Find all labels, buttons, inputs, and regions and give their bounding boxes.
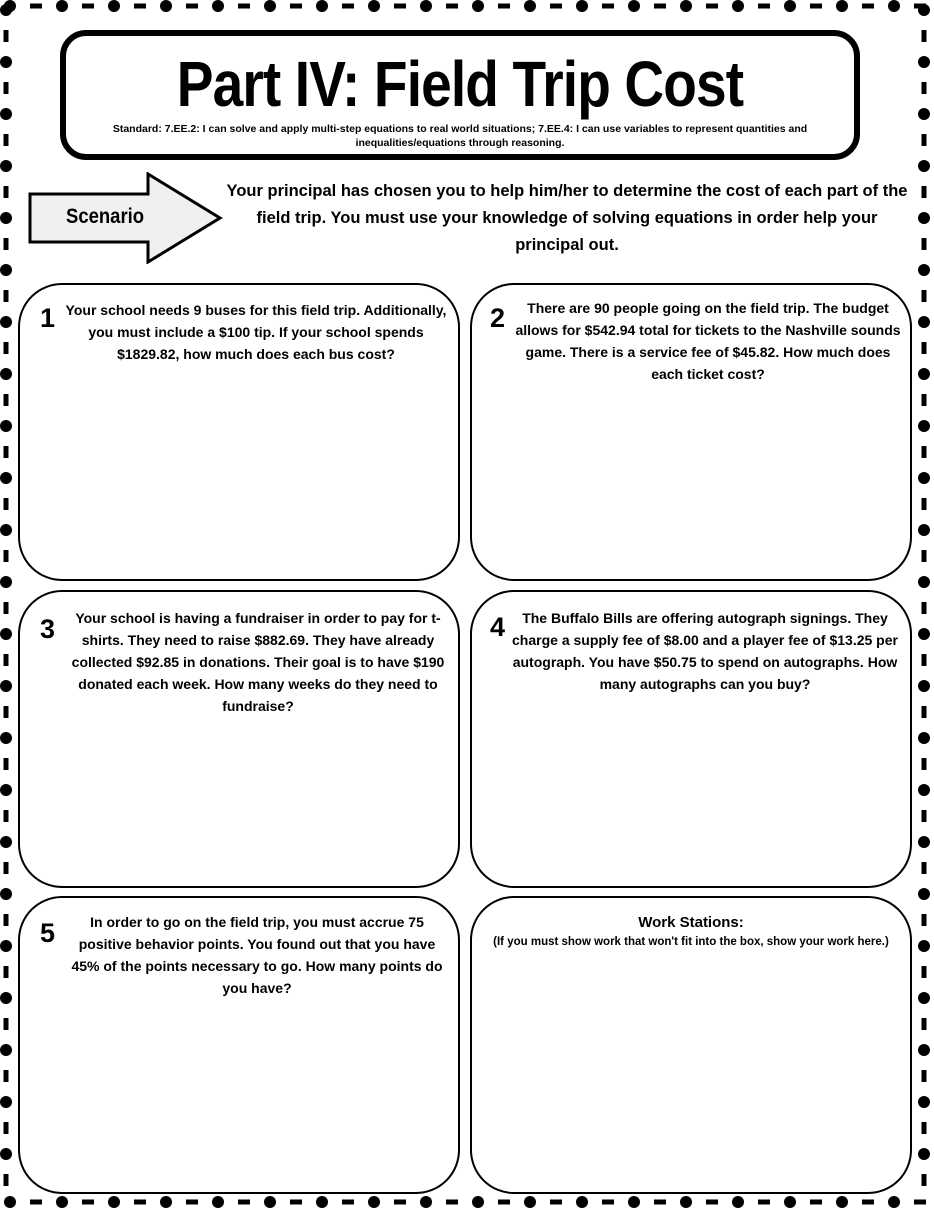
border-dash (922, 290, 927, 302)
problem-number: 5 (40, 918, 56, 948)
border-dash (4, 1122, 9, 1134)
border-dot (0, 108, 12, 120)
border-dot (212, 1196, 224, 1208)
border-dot (0, 680, 12, 692)
border-dash (602, 1200, 614, 1205)
border-dash (4, 290, 9, 302)
standard-text: Standard: 7.EE.2: I can solve and apply multi-step equations to real world situations; 7.EE.4: I can use variables to represent quantities and inequalities/equations through reasoning. (112, 123, 808, 149)
border-dot (0, 576, 12, 588)
border-dash (4, 342, 9, 354)
border-dot (918, 4, 930, 16)
border-dash (922, 394, 927, 406)
problem-text: There are 90 people going on the field trip. The budget allows for $542.94 total for tickets to the Nashville sounds game. There is a service fee of $45.82. How much does each ticket cost? (515, 300, 901, 382)
border-dash (30, 4, 42, 9)
problem-number: 4 (490, 612, 506, 642)
border-dash (922, 758, 927, 770)
border-dot (0, 732, 12, 744)
border-dot (0, 524, 12, 536)
work-stations-title: Work Stations: (638, 914, 744, 931)
border-dot (888, 0, 900, 12)
border-dash (810, 4, 822, 9)
border-dot (918, 368, 930, 380)
border-dot (888, 1196, 900, 1208)
border-dash (394, 4, 406, 9)
border-dot (784, 0, 796, 12)
border-dot (628, 1196, 640, 1208)
border-dash (186, 1200, 198, 1205)
problem-text: In order to go on the field trip, you must accrue 75 positive behavior points. You found out that you have 45% of the points necessary to go. How many points do you have? (71, 914, 443, 996)
border-dash (4, 134, 9, 146)
border-dot (918, 1096, 930, 1108)
border-dot (160, 0, 172, 12)
border-dot (918, 56, 930, 68)
border-dash (922, 1018, 927, 1030)
border-dot (0, 628, 12, 640)
border-dash (4, 810, 9, 822)
border-dash (4, 654, 9, 666)
border-dash (4, 1070, 9, 1082)
border-dot (0, 368, 12, 380)
border-dot (108, 1196, 120, 1208)
border-dash (82, 1200, 94, 1205)
border-dash (922, 810, 927, 822)
border-dash (862, 4, 874, 9)
problem-text: The Buffalo Bills are offering autograph signings. They charge a supply fee of $8.00 and a player fee of $13.25 per autograph. You have $50.75 to spend on autographs. How many autographs can you buy? (512, 610, 898, 692)
border-dash (134, 4, 146, 9)
border-dot (918, 836, 930, 848)
border-dash (30, 1200, 42, 1205)
border-dash (4, 914, 9, 926)
border-dash (4, 238, 9, 250)
border-dot (0, 56, 12, 68)
border-dot (918, 992, 930, 1004)
border-dot (680, 0, 692, 12)
border-dash (238, 1200, 250, 1205)
border-dash (238, 4, 250, 9)
problem-text: Your school is having a fundraiser in order to pay for t-shirts. They need to raise $882.69. They have already collected $92.85 in donations. Their goal is to have $190 donated each week. How many weeks do they need to fundraise? (71, 610, 445, 714)
border-dash (342, 1200, 354, 1205)
border-dot (680, 1196, 692, 1208)
border-dash (498, 4, 510, 9)
border-dot (918, 1148, 930, 1160)
border-dot (918, 524, 930, 536)
border-dot (316, 1196, 328, 1208)
border-dot (918, 264, 930, 276)
border-dash (4, 498, 9, 510)
border-dot (524, 0, 536, 12)
scenario-emphasis: you (436, 182, 466, 200)
border-dash (4, 1018, 9, 1030)
border-dash (4, 706, 9, 718)
border-dot (0, 212, 12, 224)
border-dot (918, 472, 930, 484)
border-dash (706, 4, 718, 9)
border-dash (922, 1174, 927, 1186)
border-dash (550, 4, 562, 9)
border-dot (836, 1196, 848, 1208)
border-dot (0, 316, 12, 328)
border-dash (4, 966, 9, 978)
border-dash (922, 134, 927, 146)
scenario-text (222, 178, 912, 259)
border-dot (108, 0, 120, 12)
border-dot (0, 472, 12, 484)
border-dash (498, 1200, 510, 1205)
border-dot (576, 1196, 588, 1208)
border-dash (446, 1200, 458, 1205)
scenario-text-part: Your principal has chosen (226, 182, 437, 200)
border-dot (918, 1044, 930, 1056)
border-dot (524, 1196, 536, 1208)
border-dash (922, 914, 927, 926)
border-dash (4, 186, 9, 198)
page-title: Part IV: Field Trip Cost (176, 48, 744, 120)
border-dash (922, 342, 927, 354)
border-dash (922, 654, 927, 666)
border-dash (4, 30, 9, 42)
border-dash (82, 4, 94, 9)
border-dash (342, 4, 354, 9)
problem-box-1[interactable] (18, 283, 460, 581)
problem-question: how much does each bus cost? (183, 346, 395, 362)
border-dot (264, 0, 276, 12)
problem-number: 3 (40, 614, 56, 644)
border-dot (918, 420, 930, 432)
border-dash (922, 82, 927, 94)
border-dot (918, 576, 930, 588)
border-dot (420, 0, 432, 12)
border-dash (4, 1174, 9, 1186)
border-dash (602, 4, 614, 9)
border-dot (56, 1196, 68, 1208)
border-dot (368, 1196, 380, 1208)
border-dot (918, 888, 930, 900)
border-dash (922, 706, 927, 718)
border-dash (4, 82, 9, 94)
border-dash (810, 1200, 822, 1205)
border-dash (654, 1200, 666, 1205)
problem-box-4[interactable] (470, 590, 912, 888)
border-dash (922, 1122, 927, 1134)
border-dash (290, 1200, 302, 1205)
border-dot (316, 0, 328, 12)
problem-box-2[interactable] (470, 283, 912, 581)
border-dash (706, 1200, 718, 1205)
border-dash (914, 1200, 926, 1205)
border-dot (0, 888, 12, 900)
border-dot (472, 0, 484, 12)
border-dash (4, 758, 9, 770)
border-dash (4, 862, 9, 874)
work-stations-box[interactable] (470, 896, 912, 1194)
border-dot (0, 160, 12, 172)
border-dash (394, 1200, 406, 1205)
border-dash (862, 1200, 874, 1205)
border-dot (0, 784, 12, 796)
border-dot (0, 836, 12, 848)
border-dash (290, 4, 302, 9)
border-dash (922, 446, 927, 458)
border-dot (732, 0, 744, 12)
border-dot (4, 1196, 16, 1208)
border-dot (0, 264, 12, 276)
border-dot (0, 4, 12, 16)
border-dash (922, 186, 927, 198)
border-dash (446, 4, 458, 9)
border-dash (922, 30, 927, 42)
border-dot (0, 992, 12, 1004)
border-dash (922, 550, 927, 562)
border-dash (186, 4, 198, 9)
border-dot (368, 0, 380, 12)
border-dot (0, 420, 12, 432)
scenario-label: Scenario (66, 205, 145, 228)
border-dot (0, 1096, 12, 1108)
border-dot (160, 1196, 172, 1208)
border-dot (420, 1196, 432, 1208)
border-dash (922, 966, 927, 978)
border-dash (922, 862, 927, 874)
problem-box-5[interactable] (18, 896, 460, 1194)
border-dot (576, 0, 588, 12)
problem-box-3[interactable] (18, 590, 460, 888)
border-dash (134, 1200, 146, 1205)
border-dot (918, 940, 930, 952)
border-dash (758, 4, 770, 9)
border-dot (836, 0, 848, 12)
problem-number: 1 (40, 303, 56, 333)
border-dot (212, 0, 224, 12)
border-dot (56, 0, 68, 12)
border-dot (628, 0, 640, 12)
border-dash (922, 498, 927, 510)
border-dash (4, 550, 9, 562)
border-dot (918, 628, 930, 640)
border-dash (654, 4, 666, 9)
border-dot (784, 1196, 796, 1208)
work-stations-note: (If you must show work that won't fit into the box, show your work here.) (493, 936, 889, 948)
border-dash (4, 602, 9, 614)
border-dot (0, 1044, 12, 1056)
border-dot (918, 160, 930, 172)
problem-text (58, 299, 454, 365)
border-dash (922, 602, 927, 614)
border-dash (758, 1200, 770, 1205)
problem-text-part: Your school needs 9 buses for this field trip. Additionally, you must include a $100 tip. If your school spends $1829.82, (65, 302, 447, 362)
border-dot (732, 1196, 744, 1208)
scenario-text-part: to help him/her to determine the cost of each part of the field trip. You must use your knowledge of solving equations in order help your principal out. (256, 182, 908, 254)
border-dot (918, 212, 930, 224)
border-dot (0, 1148, 12, 1160)
border-dot (918, 108, 930, 120)
title-box (60, 30, 860, 160)
problem-number: 2 (490, 303, 506, 333)
border-dot (0, 940, 12, 952)
border-dash (922, 1070, 927, 1082)
border-dot (918, 784, 930, 796)
border-dot (264, 1196, 276, 1208)
border-dot (918, 316, 930, 328)
border-dash (4, 446, 9, 458)
border-dot (472, 1196, 484, 1208)
border-dot (918, 732, 930, 744)
border-dot (918, 680, 930, 692)
border-dash (550, 1200, 562, 1205)
border-dash (922, 238, 927, 250)
border-dash (4, 394, 9, 406)
